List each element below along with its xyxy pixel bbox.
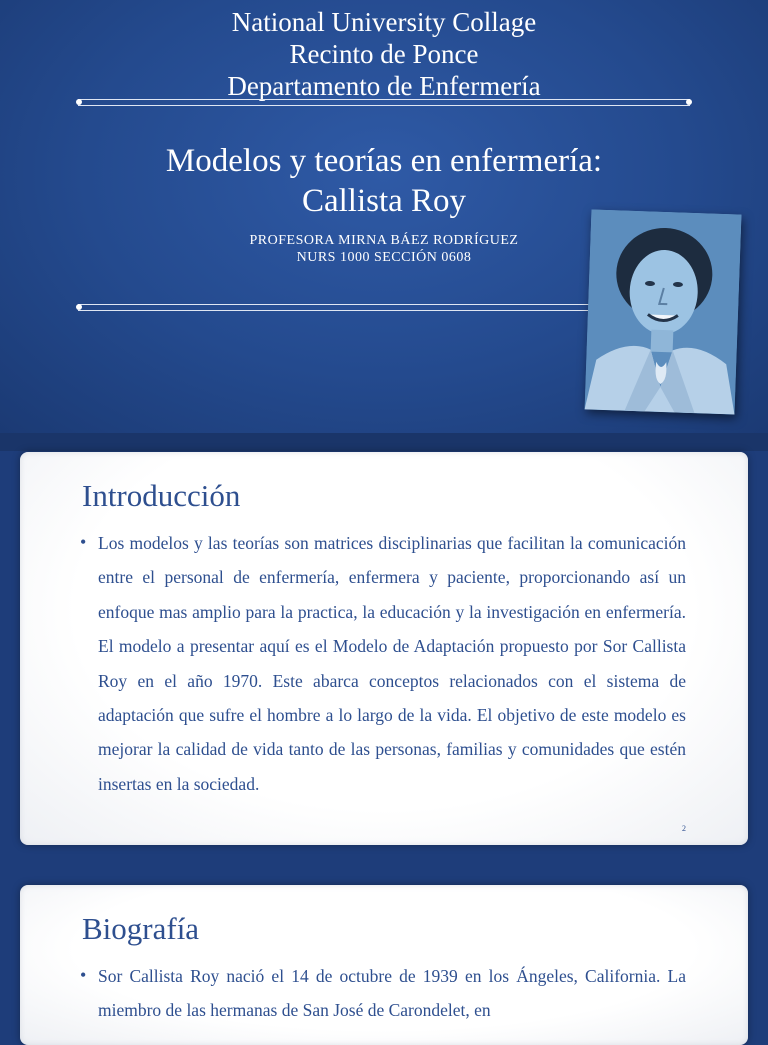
callista-roy-portrait: [585, 209, 742, 414]
biography-slide: [20, 885, 748, 1045]
biography-heading: Biografía: [82, 911, 200, 946]
biography-text: Sor Callista Roy nació el 14 de octubre de 1939 en los Ángeles, California. La miembro de las hermanas de San José de Carondelet, en: [98, 966, 686, 1021]
introduction-slide: [20, 452, 748, 845]
course-section: NURS 1000 SECCIÓN 0608: [296, 250, 472, 265]
bottom-rule-divider: [78, 304, 598, 311]
page-number: 2: [682, 824, 686, 833]
portrait-image: [585, 209, 742, 414]
institution-name: National University Collage: [231, 7, 537, 37]
rule-dot: [76, 304, 82, 310]
rule-dot: [76, 99, 82, 105]
bullet-icon: •: [80, 532, 87, 552]
slide-title-line2: Callista Roy: [301, 183, 467, 219]
bullet-icon: •: [80, 965, 87, 985]
rule-dot: [686, 99, 692, 105]
title-slide: [0, 0, 768, 433]
slide-title-line1: Modelos y teorías en enfermería:: [165, 143, 603, 179]
professor-name: PROFESORA MIRNA BÁEZ RODRÍGUEZ: [249, 233, 519, 248]
introduction-heading: Introducción: [82, 478, 241, 513]
department-name: Departamento de Enfermería: [227, 71, 541, 101]
slide-separator: [0, 433, 768, 451]
introduction-text: Los modelos y las teorías son matrices disciplinarias que facilitan la comunicación entre el personal de enfermería, enfermera y paciente, proporcionando así un enfoque mas amplio para la practica, la educación y la investigación en enfermería. El modelo a presentar aquí es el Modelo de Adaptación propuesto por Sor Callista Roy en el año 1970. Este abarca conceptos relacionados con el sistema de adaptación que sufre el hombre a lo largo de la vida. El objetivo de este modelo es mejorar la calidad de vida tanto de las personas, familias y comunidades que estén insertas en la sociedad.: [98, 533, 686, 794]
campus-name: Recinto de Ponce: [289, 39, 479, 69]
top-rule-divider: [78, 99, 690, 106]
